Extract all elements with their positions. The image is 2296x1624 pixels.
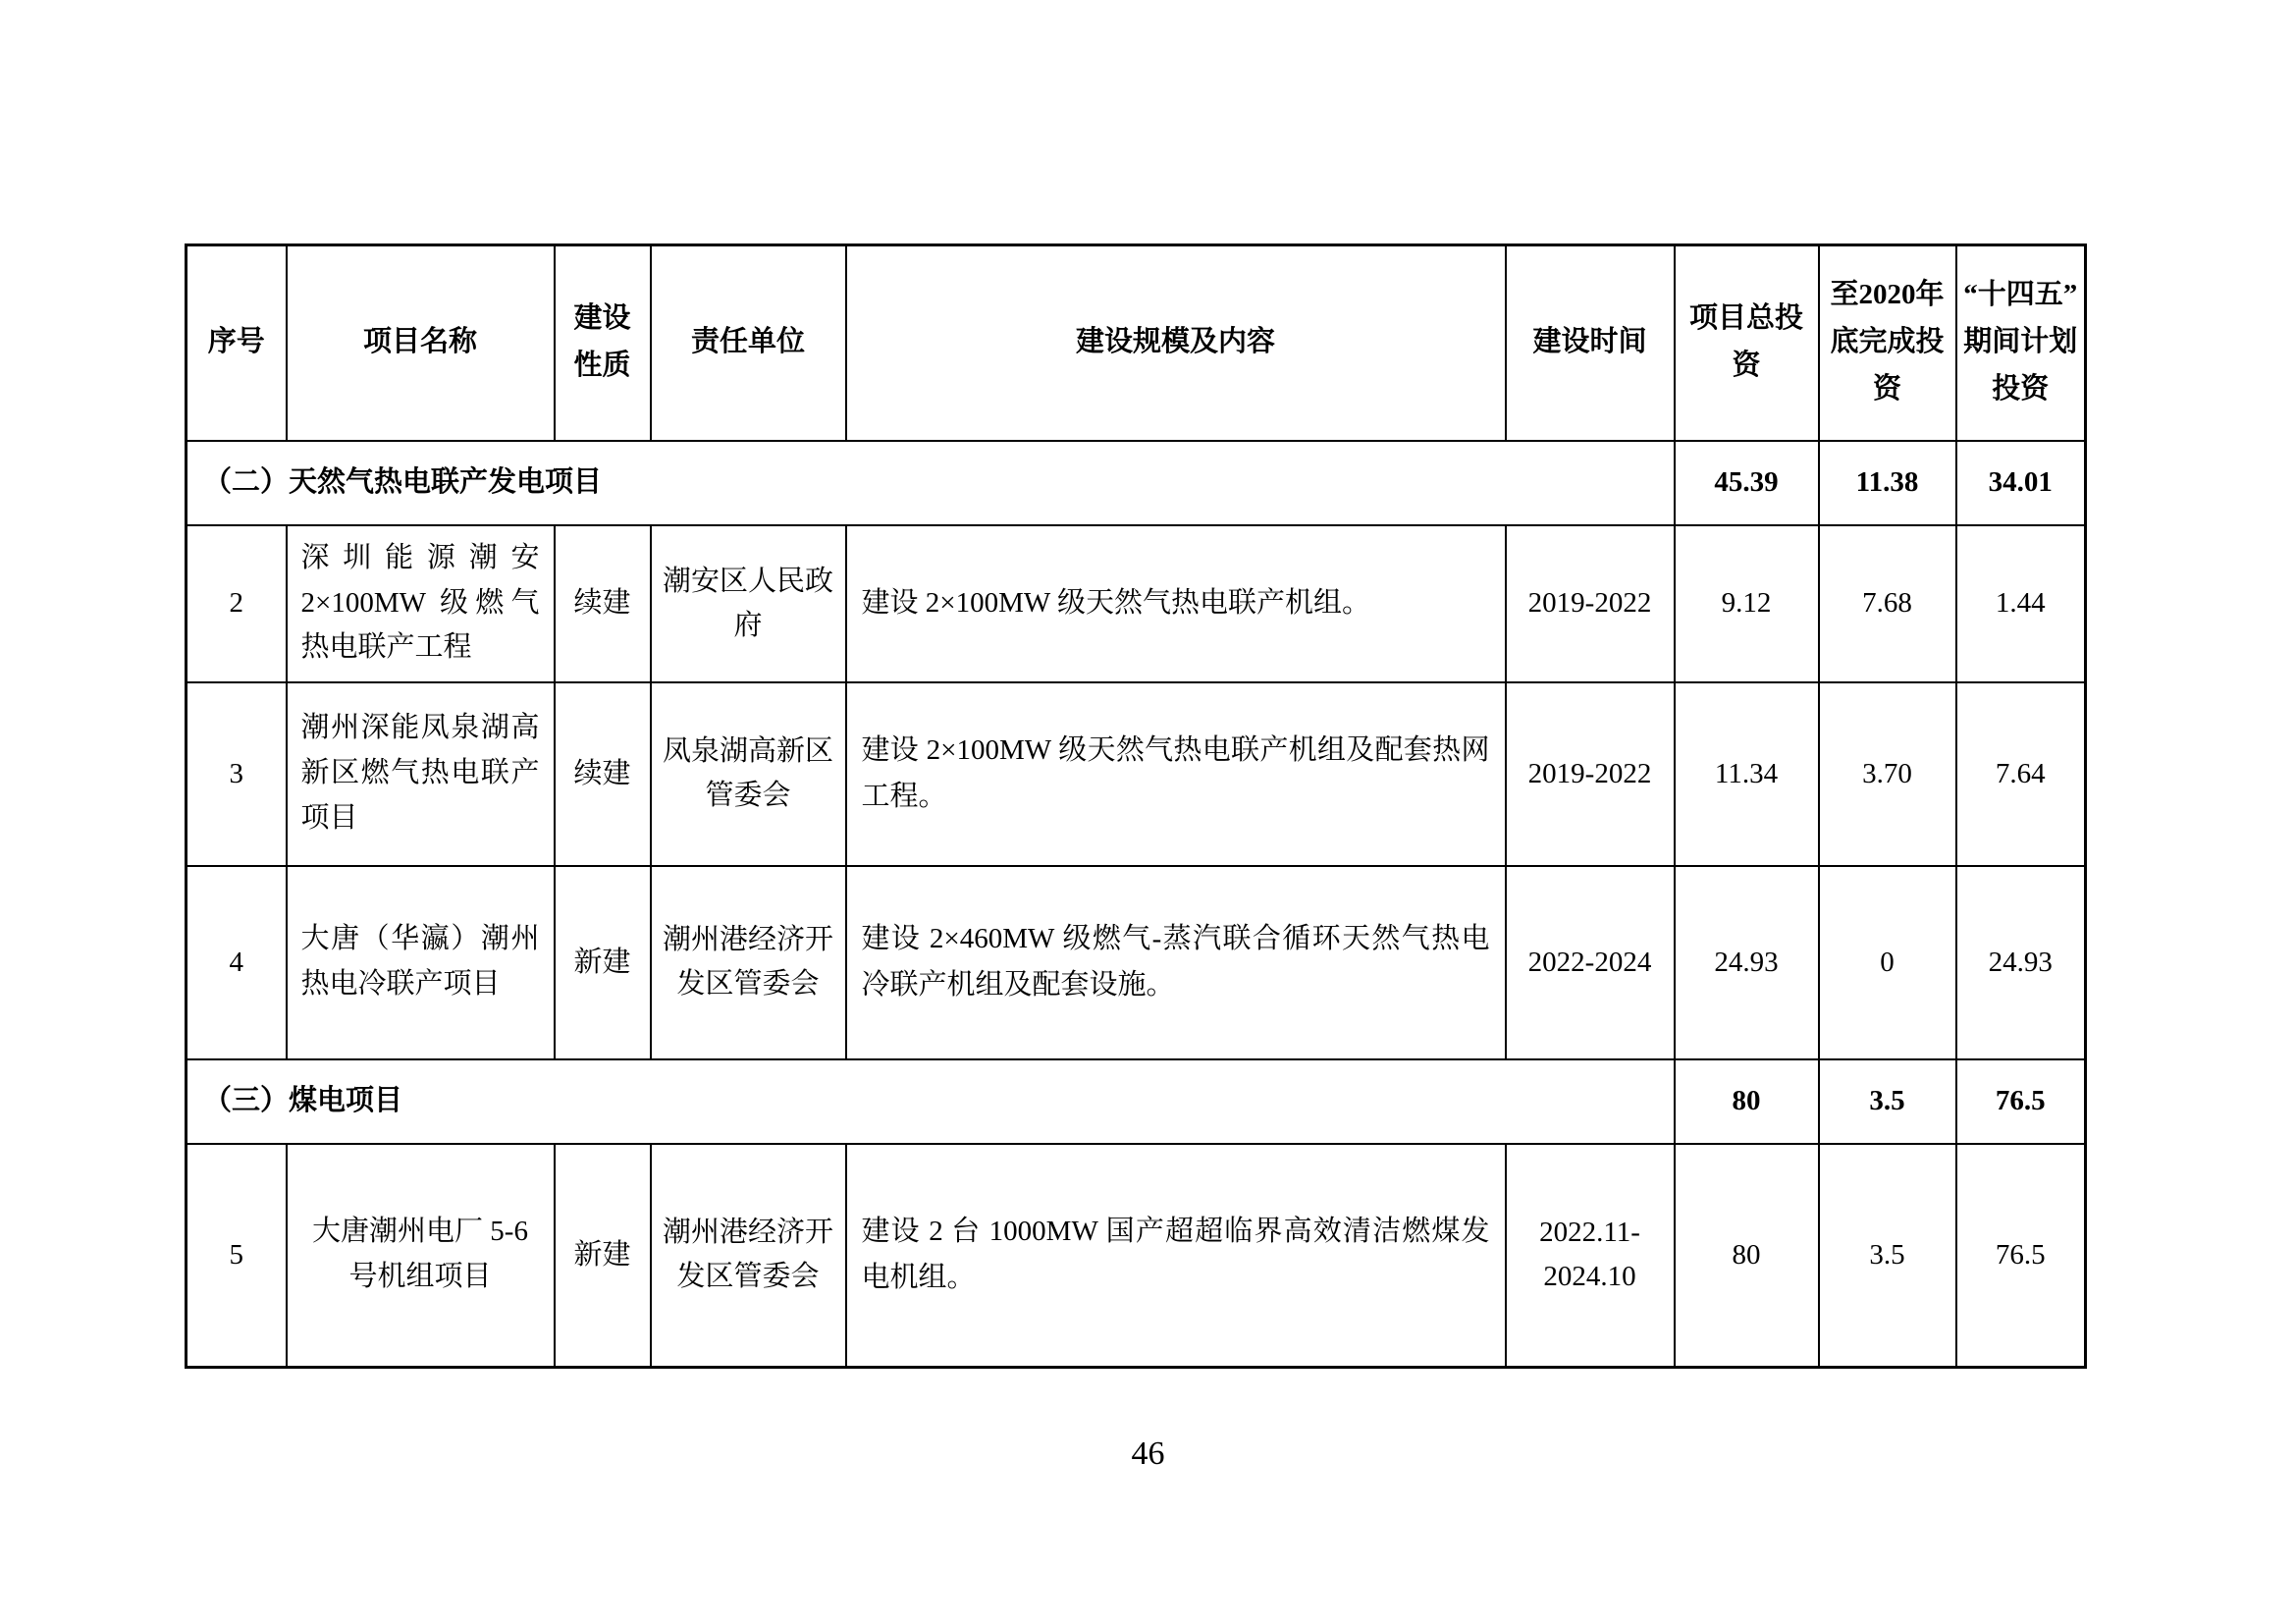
col-header-no: 序号 <box>187 245 287 441</box>
cell-construction-nature: 续建 <box>555 682 651 866</box>
cell-responsible-unit: 潮安区人民政府 <box>651 525 846 682</box>
cell-construction-nature: 新建 <box>555 866 651 1059</box>
cell-no: 5 <box>187 1144 287 1368</box>
cell-total-investment: 80 <box>1675 1059 1819 1144</box>
cell-project-name: 大唐（华瀛）潮州热电冷联产项目 <box>287 866 555 1059</box>
cell-planned-14th-5yr: 34.01 <box>1956 441 2086 525</box>
section-title: （三）煤电项目 <box>187 1059 1675 1144</box>
cell-completed-by-2020: 11.38 <box>1819 441 1956 525</box>
cell-completed-by-2020: 7.68 <box>1819 525 1956 682</box>
projects-table <box>185 244 2087 1369</box>
col-header-construction-nature: 建设性质 <box>555 245 651 441</box>
cell-planned-14th-5yr: 76.5 <box>1956 1144 2086 1368</box>
cell-planned-14th-5yr: 7.64 <box>1956 682 2086 866</box>
section-row-gas-cogeneration <box>187 441 2086 525</box>
cell-scale-content: 建设 2×100MW 级天然气热电联产机组及配套热网工程。 <box>846 682 1506 866</box>
cell-no: 3 <box>187 682 287 866</box>
table-header-row <box>187 245 2086 441</box>
cell-total-investment: 24.93 <box>1675 866 1819 1059</box>
cell-construction-nature: 续建 <box>555 525 651 682</box>
cell-scale-content: 建设 2 台 1000MW 国产超超临界高效清洁燃煤发电机组。 <box>846 1144 1506 1368</box>
section-title: （二）天然气热电联产发电项目 <box>187 441 1675 525</box>
cell-responsible-unit: 潮州港经济开发区管委会 <box>651 1144 846 1368</box>
cell-project-name: 深圳能源潮安 2×100MW 级燃气热电联产工程 <box>287 525 555 682</box>
table-row <box>187 525 2086 682</box>
cell-total-investment: 11.34 <box>1675 682 1819 866</box>
cell-completed-by-2020: 0 <box>1819 866 1956 1059</box>
cell-responsible-unit: 凤泉湖高新区管委会 <box>651 682 846 866</box>
col-header-responsible-unit: 责任单位 <box>651 245 846 441</box>
page-number: 46 <box>1131 1435 1165 1472</box>
cell-no: 4 <box>187 866 287 1059</box>
cell-total-investment: 45.39 <box>1675 441 1819 525</box>
cell-construction-time: 2022.11-2024.10 <box>1506 1144 1675 1368</box>
section-row-coal-power <box>187 1059 2086 1144</box>
cell-scale-content: 建设 2×460MW 级燃气-蒸汽联合循环天然气热电冷联产机组及配套设施。 <box>846 866 1506 1059</box>
cell-completed-by-2020: 3.5 <box>1819 1144 1956 1368</box>
table-row <box>187 866 2086 1059</box>
cell-no: 2 <box>187 525 287 682</box>
cell-scale-content: 建设 2×100MW 级天然气热电联产机组。 <box>846 525 1506 682</box>
cell-total-investment: 9.12 <box>1675 525 1819 682</box>
cell-construction-time: 2019-2022 <box>1506 525 1675 682</box>
col-header-project-name: 项目名称 <box>287 245 555 441</box>
col-header-construction-time: 建设时间 <box>1506 245 1675 441</box>
cell-completed-by-2020: 3.70 <box>1819 682 1956 866</box>
col-header-completed-by-2020: 至2020年底完成投资 <box>1819 245 1956 441</box>
cell-responsible-unit: 潮州港经济开发区管委会 <box>651 866 846 1059</box>
cell-planned-14th-5yr: 24.93 <box>1956 866 2086 1059</box>
cell-project-name: 潮州深能凤泉湖高新区燃气热电联产项目 <box>287 682 555 866</box>
cell-construction-time: 2019-2022 <box>1506 682 1675 866</box>
cell-construction-time: 2022-2024 <box>1506 866 1675 1059</box>
table-row <box>187 682 2086 866</box>
col-header-total-investment: 项目总投资 <box>1675 245 1819 441</box>
cell-completed-by-2020: 3.5 <box>1819 1059 1956 1144</box>
col-header-scale-content: 建设规模及内容 <box>846 245 1506 441</box>
cell-planned-14th-5yr: 76.5 <box>1956 1059 2086 1144</box>
cell-planned-14th-5yr: 1.44 <box>1956 525 2086 682</box>
cell-total-investment: 80 <box>1675 1144 1819 1368</box>
cell-construction-nature: 新建 <box>555 1144 651 1368</box>
cell-project-name: 大唐潮州电厂 5-6 号机组项目 <box>287 1144 555 1368</box>
table-row <box>187 1144 2086 1368</box>
col-header-planned-14th-5yr: “十四五”期间计划投资 <box>1956 245 2086 441</box>
